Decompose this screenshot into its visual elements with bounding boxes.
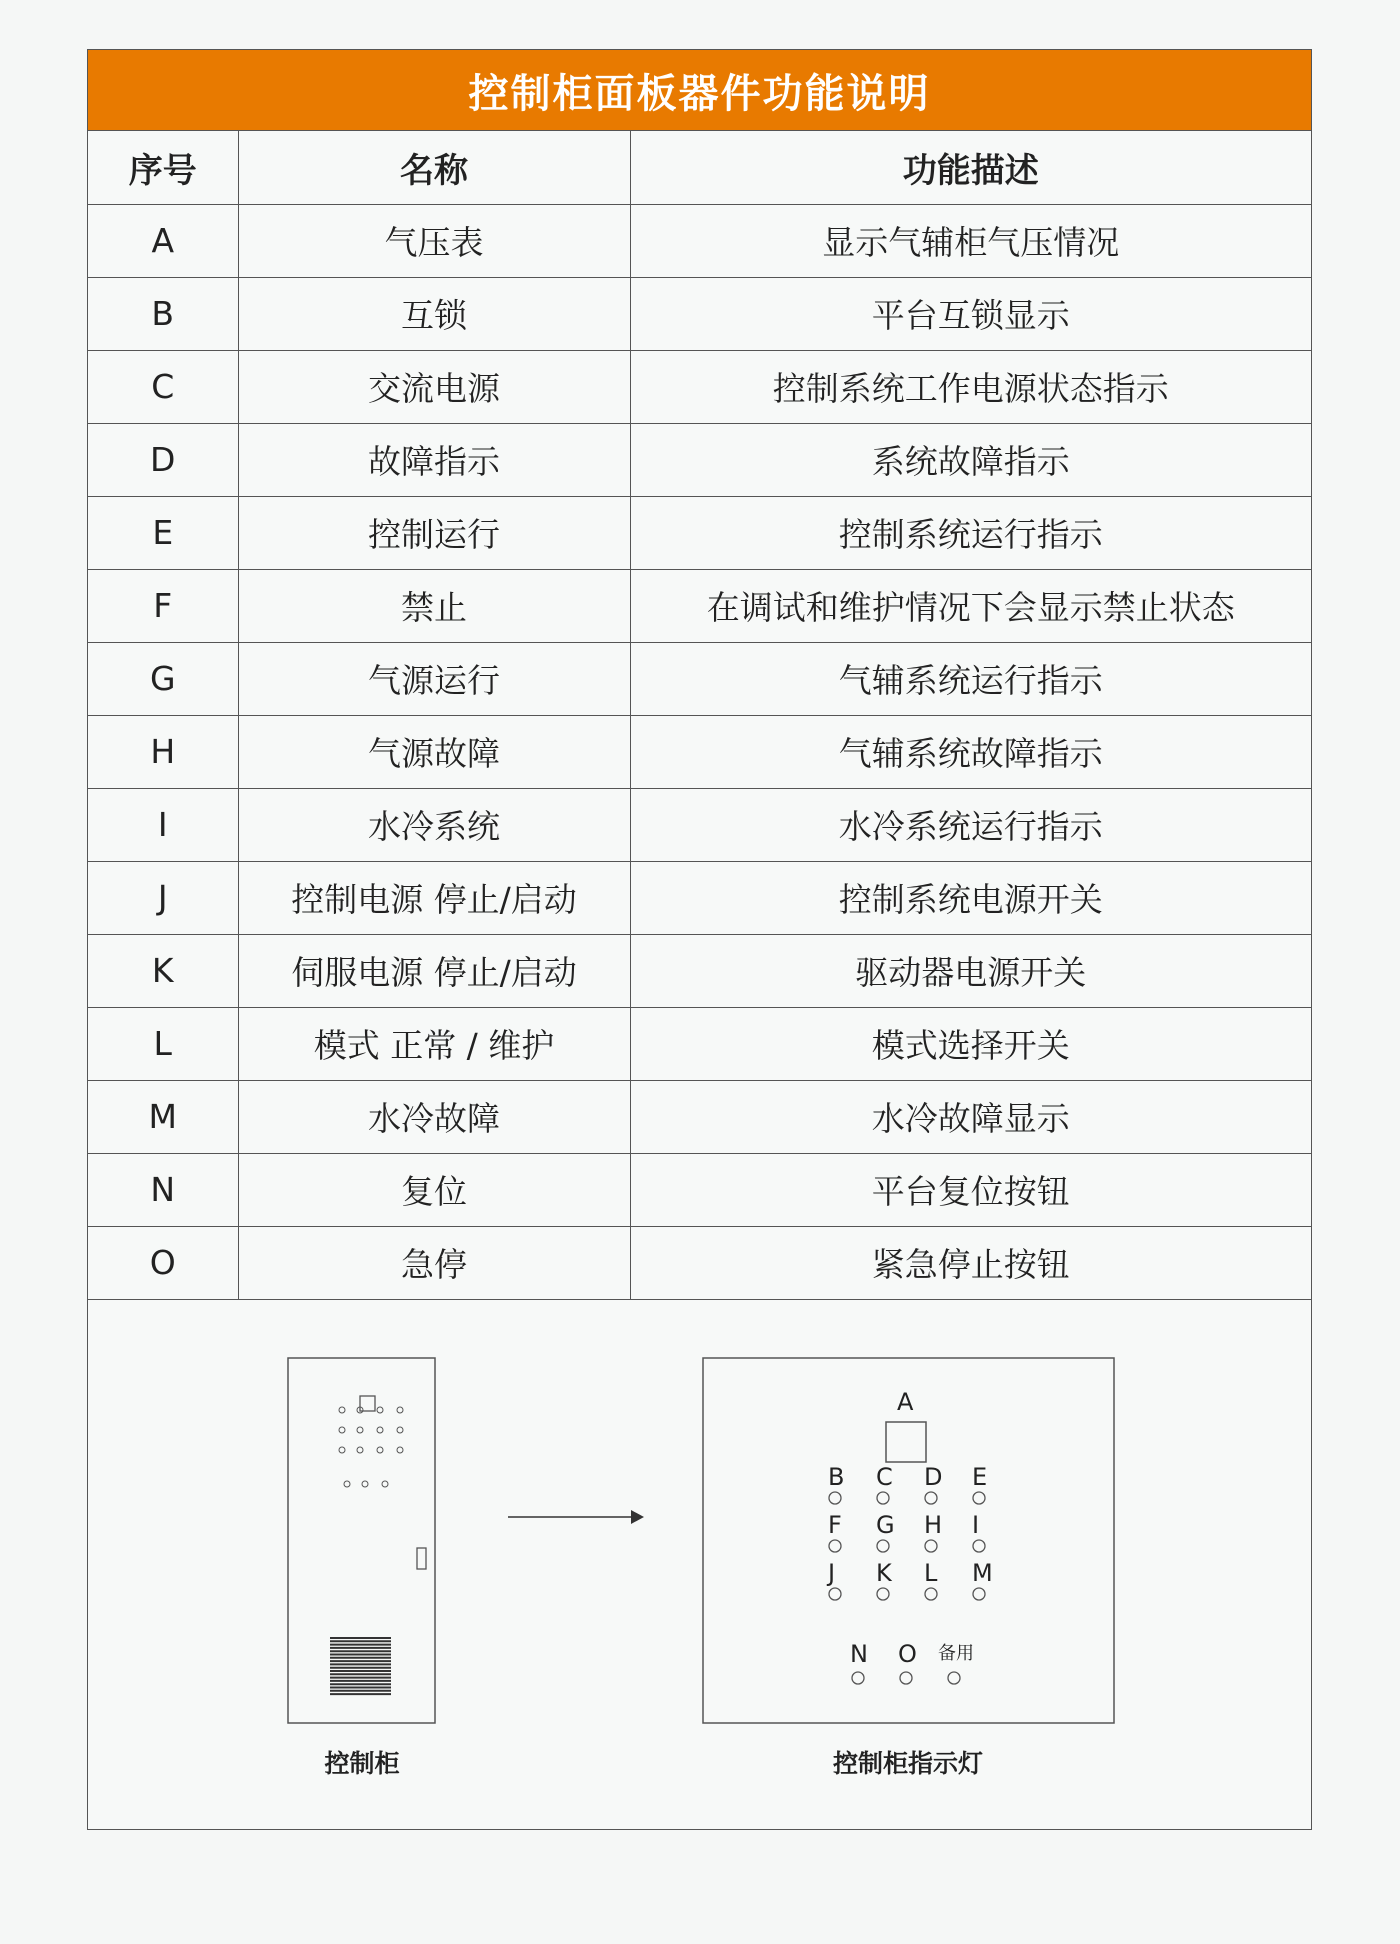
indicator-light-j (829, 1588, 841, 1600)
panel-caption: 控制柜指示灯 (832, 1748, 983, 1778)
row-description: 控制系统运行指示 (630, 496, 1311, 569)
cabinet-dot (397, 1447, 403, 1453)
cabinet-door-handle (417, 1548, 426, 1569)
indicator-label: F (828, 1510, 842, 1539)
cabinet-vent-grille (330, 1638, 391, 1694)
row-description: 在调试和维护情况下会显示禁止状态 (630, 569, 1311, 642)
cabinet-dot (397, 1427, 403, 1433)
indicator-label: H (924, 1510, 943, 1539)
indicator-label: B (828, 1462, 845, 1491)
indicator-label: M (972, 1558, 993, 1587)
function-sheet (87, 49, 1312, 1830)
row-index: H (88, 715, 238, 788)
row-description: 控制系统工作电源状态指示 (630, 350, 1311, 423)
table-row (88, 204, 1311, 277)
indicator-light-k (877, 1588, 889, 1600)
cabinet-indicator-dots (339, 1407, 403, 1487)
row-name: 气源运行 (238, 642, 630, 715)
indicator-label: K (876, 1558, 892, 1587)
indicator-light-c (877, 1492, 889, 1504)
row-name: 控制电源 停止/启动 (238, 861, 630, 934)
panel-button-0 (852, 1672, 864, 1684)
indicator-label: D (924, 1462, 943, 1491)
function-table (88, 131, 1311, 1300)
row-name: 交流电源 (238, 350, 630, 423)
row-name: 水冷故障 (238, 1080, 630, 1153)
indicator-label: I (972, 1510, 980, 1539)
row-name: 控制运行 (238, 496, 630, 569)
table-row (88, 496, 1311, 569)
cabinet-dot (362, 1481, 368, 1487)
row-name: 禁止 (238, 569, 630, 642)
row-index: O (88, 1226, 238, 1299)
panel-button-1 (900, 1672, 912, 1684)
panel-button-2 (948, 1672, 960, 1684)
cabinet-dot (377, 1407, 383, 1413)
indicator-light-d (925, 1492, 937, 1504)
table-row (88, 788, 1311, 861)
row-description: 气辅系统运行指示 (630, 642, 1311, 715)
row-name: 故障指示 (238, 423, 630, 496)
row-description: 气辅系统故障指示 (630, 715, 1311, 788)
table-row (88, 423, 1311, 496)
row-name: 互锁 (238, 277, 630, 350)
row-name: 复位 (238, 1153, 630, 1226)
row-description: 紧急停止按钮 (630, 1226, 1311, 1299)
table-row (88, 642, 1311, 715)
row-description: 驱动器电源开关 (630, 934, 1311, 1007)
indicator-light-i (973, 1540, 985, 1552)
row-index: A (88, 204, 238, 277)
button-label: N (850, 1639, 868, 1668)
row-index: M (88, 1080, 238, 1153)
cabinet-dot (357, 1447, 363, 1453)
button-label: O (898, 1639, 917, 1668)
table-row (88, 350, 1311, 423)
row-name: 急停 (238, 1226, 630, 1299)
cabinet-dot (339, 1407, 345, 1413)
cabinet-dot (377, 1427, 383, 1433)
indicator-light-m (973, 1588, 985, 1600)
indicator-label: G (876, 1510, 895, 1539)
row-index: I (88, 788, 238, 861)
row-index: B (88, 277, 238, 350)
indicator-light-e (973, 1492, 985, 1504)
row-description: 模式选择开关 (630, 1007, 1311, 1080)
row-name: 模式 正常 / 维护 (238, 1007, 630, 1080)
indicator-label: E (972, 1462, 988, 1491)
table-row (88, 715, 1311, 788)
cabinet-dot (377, 1447, 383, 1453)
table-row (88, 1007, 1311, 1080)
row-index: D (88, 423, 238, 496)
row-description: 水冷系统运行指示 (630, 788, 1311, 861)
indicator-light-h (925, 1540, 937, 1552)
row-description: 显示气辅柜气压情况 (630, 204, 1311, 277)
table-row (88, 1153, 1311, 1226)
indicator-label: L (924, 1558, 938, 1587)
row-description: 水冷故障显示 (630, 1080, 1311, 1153)
header-description: 功能描述 (630, 131, 1311, 204)
row-description: 系统故障指示 (630, 423, 1311, 496)
cabinet-caption: 控制柜 (324, 1748, 400, 1778)
cabinet-dot (397, 1407, 403, 1413)
table-row (88, 934, 1311, 1007)
row-name: 伺服电源 停止/启动 (238, 934, 630, 1007)
table-row (88, 277, 1311, 350)
gauge-label: A (897, 1387, 914, 1416)
indicator-light-l (925, 1588, 937, 1600)
indicator-light-b (829, 1492, 841, 1504)
cabinet-dot (344, 1481, 350, 1487)
row-name: 气压表 (238, 204, 630, 277)
row-description: 平台互锁显示 (630, 277, 1311, 350)
row-description: 控制系统电源开关 (630, 861, 1311, 934)
arrow-head (631, 1510, 644, 1524)
indicator-label: J (828, 1558, 836, 1587)
table-row (88, 861, 1311, 934)
row-index: E (88, 496, 238, 569)
pressure-gauge-symbol (886, 1422, 926, 1462)
indicator-light-f (829, 1540, 841, 1552)
table-header-row (88, 131, 1311, 204)
row-index: F (88, 569, 238, 642)
button-label: 备用 (938, 1642, 974, 1664)
sheet-title: 控制柜面板器件功能说明 (88, 50, 1311, 131)
row-index: G (88, 642, 238, 715)
row-index: N (88, 1153, 238, 1226)
row-name: 气源故障 (238, 715, 630, 788)
table-row (88, 569, 1311, 642)
row-index: L (88, 1007, 238, 1080)
cabinet-dot (357, 1427, 363, 1433)
panel-diagram (88, 1300, 1311, 1832)
header-index: 序号 (88, 131, 238, 204)
header-name: 名称 (238, 131, 630, 204)
indicator-label: C (876, 1462, 893, 1491)
cabinet-dot (339, 1447, 345, 1453)
indicator-light-g (877, 1540, 889, 1552)
table-row (88, 1226, 1311, 1299)
row-index: C (88, 350, 238, 423)
cabinet-dot (339, 1427, 345, 1433)
row-name: 水冷系统 (238, 788, 630, 861)
cabinet-dot (382, 1481, 388, 1487)
row-index: K (88, 934, 238, 1007)
table-row (88, 1080, 1311, 1153)
row-index: J (88, 861, 238, 934)
row-description: 平台复位按钮 (630, 1153, 1311, 1226)
